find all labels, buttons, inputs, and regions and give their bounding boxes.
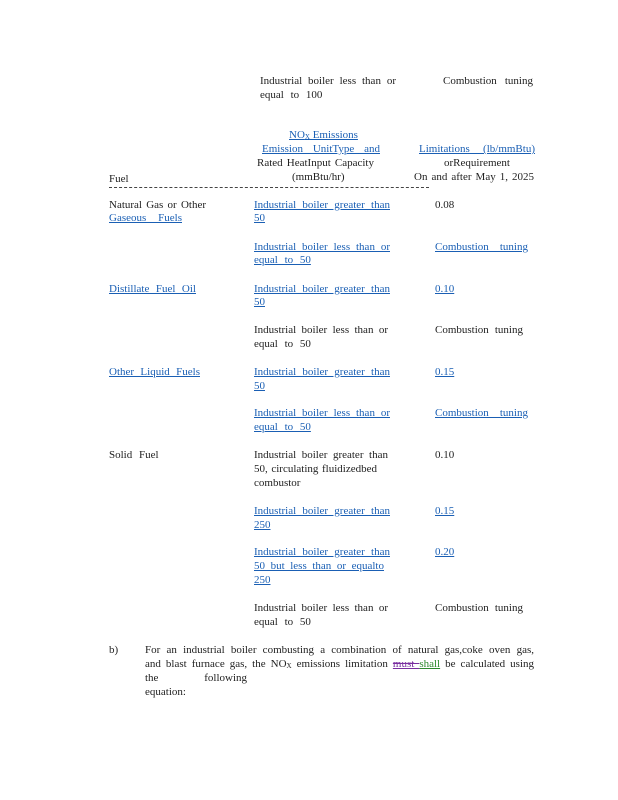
row9-unit-line1: Industrial boiler less than or [254, 602, 388, 614]
fuel-natural-gas-line1: Natural Gas or Other [109, 199, 206, 211]
nox-subscript-paragraph: X [286, 662, 292, 670]
nox-subscript: X [304, 133, 310, 141]
row8-limit: 0.20 [435, 546, 455, 558]
fuel-distillate: Distillate Fuel Oil [109, 283, 196, 295]
paragraph-line3: the following equation: [145, 672, 247, 698]
row4-limit: 0.15 [435, 366, 455, 378]
paragraph-line1: For an industrial boiler combusting a combination of natural gas,coke oven gas, [145, 644, 534, 656]
row7-unit-line1: Industrial boiler greater than [254, 505, 390, 517]
row1-unit-line1: Industrial boiler less than or [254, 241, 390, 253]
header-limit-line2: orRequirement [444, 157, 510, 169]
row5-unit-line2: equal to 50 [254, 421, 311, 433]
row8-unit-line3: 250 [254, 574, 271, 586]
row5-limit: Combustion tuning [435, 407, 528, 419]
header-limit-line1: Limitations (lb/mmBtu) [419, 143, 535, 155]
paragraph-label: b) [109, 644, 119, 656]
nox-emissions: Emissions [309, 129, 358, 141]
row7-unit-line2: 250 [254, 519, 271, 531]
header-fuel: Fuel [109, 173, 129, 185]
row3-unit-line1: Industrial boiler less than or [254, 324, 388, 336]
top-requirement: Combustion tuning [443, 75, 533, 87]
row2-unit-line1: Industrial boiler greater than [254, 283, 390, 295]
paragraph-line2-text-c: be calculated using [440, 658, 535, 670]
fuel-other-liquid: Other Liquid Fuels [109, 366, 200, 378]
row6-unit-line3: combustor [254, 477, 301, 489]
paragraph-line2-text-a: and blast furnace gas, the NO [145, 658, 287, 670]
fuel-natural-gas-line2: Gaseous Fuels [109, 212, 182, 224]
top-unit-type-line2: equal to 100 [260, 89, 323, 101]
fuel-solid: Solid Fuel [109, 449, 159, 461]
header-unit-line3: Rated HeatInput Capacity [257, 157, 374, 169]
row4-unit-line1: Industrial boiler greater than [254, 366, 390, 378]
row8-unit-line2: 50 but less than or equalto [254, 560, 384, 572]
header-unit-line2: Emission UnitType and [262, 143, 380, 155]
nox-no: NO [289, 129, 305, 141]
row0-limit: 0.08 [435, 199, 455, 211]
row8-unit-line1: Industrial boiler greater than [254, 546, 390, 558]
row3-limit: Combustion tuning [435, 324, 523, 336]
row7-limit: 0.15 [435, 505, 455, 517]
struck-text-must: must [392, 658, 420, 670]
row6-limit: 0.10 [435, 449, 455, 461]
paragraph-line2-text-b: emissions limitation [291, 658, 393, 670]
row6-unit-line2: 50, circulating fluidizedbed [254, 463, 377, 475]
row6-unit-line1: Industrial boiler greater than [254, 449, 388, 461]
top-unit-type-line1: Industrial boiler less than or [260, 75, 396, 87]
header-divider [109, 187, 429, 188]
row1-unit-line2: equal to 50 [254, 254, 311, 266]
row0-unit-line2: 50 [254, 212, 265, 224]
header-limit-line3: On and after May 1, 2025 [414, 171, 534, 183]
row9-unit-line2: equal to 50 [254, 616, 311, 628]
row5-unit-line1: Industrial boiler less than or [254, 407, 390, 419]
row4-unit-line2: 50 [254, 380, 265, 392]
header-unit-line4: (mmBtu/hr) [292, 171, 345, 183]
row3-unit-line2: equal to 50 [254, 338, 311, 350]
row9-limit: Combustion tuning [435, 602, 523, 614]
row2-limit: 0.10 [435, 283, 455, 295]
row1-limit: Combustion tuning [435, 241, 528, 253]
row0-unit-line1: Industrial boiler greater than [254, 199, 390, 211]
row2-unit-line2: 50 [254, 296, 265, 308]
inserted-text-shall: shall [419, 658, 441, 670]
